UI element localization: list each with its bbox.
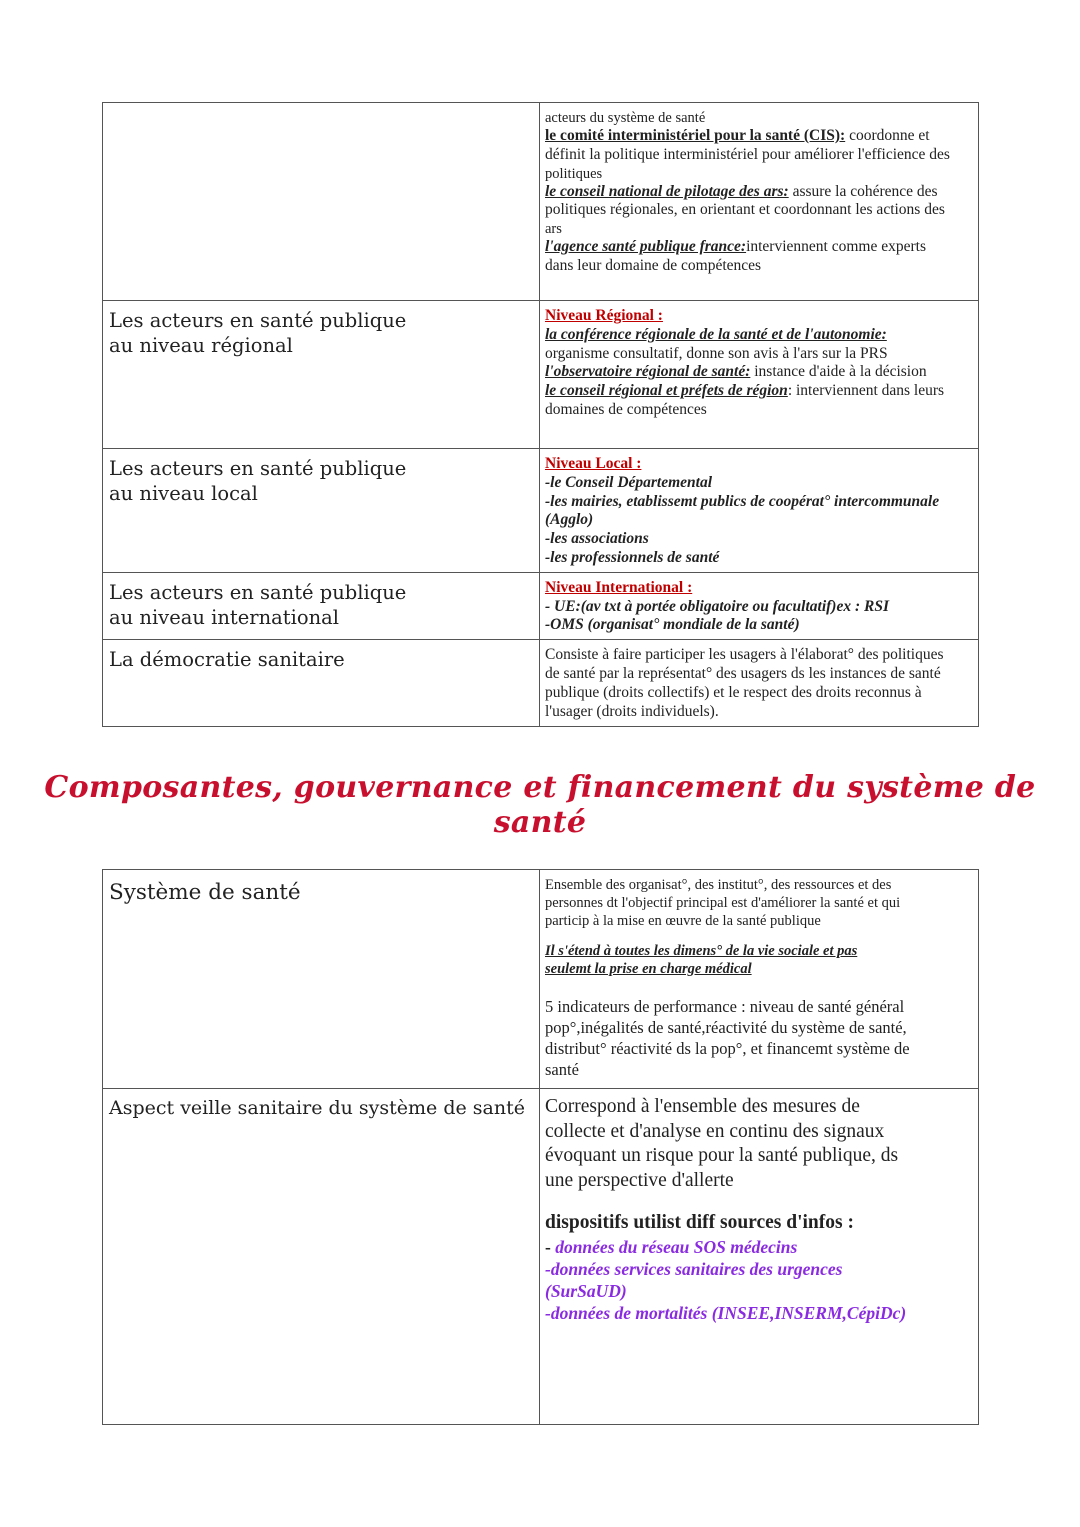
conseil-term: le conseil régional et préfets de région bbox=[545, 382, 788, 400]
cis-desc: coordonne et bbox=[845, 127, 930, 144]
row-label-local bbox=[103, 449, 540, 573]
table-row bbox=[103, 449, 979, 573]
row-label-international bbox=[103, 572, 540, 639]
row-label-systeme: Système de santé bbox=[103, 870, 540, 1089]
label-line: Les acteurs en santé publique bbox=[109, 457, 407, 480]
veille-cell bbox=[540, 1089, 979, 1425]
label-line: au niveau local bbox=[109, 482, 258, 505]
row-label-democratie bbox=[103, 640, 540, 727]
dash: - bbox=[545, 1236, 556, 1257]
label-line: Les acteurs en santé publique bbox=[109, 309, 407, 332]
ors-desc: instance d'aide à la décision bbox=[750, 363, 927, 381]
text-line: -OMS (organisat° mondiale de la santé) bbox=[545, 616, 800, 634]
cis-term: le comité interministériel pour la santé (CIS): bbox=[545, 127, 846, 144]
text-line: seulemt la prise en charge médical bbox=[545, 961, 752, 977]
text-line: organisme consultatif, donne son avis à l'ars sur la PRS bbox=[545, 344, 888, 362]
label-line: au niveau international bbox=[109, 605, 340, 629]
table-row bbox=[103, 301, 979, 449]
text-line: santé bbox=[545, 1060, 579, 1079]
text-line: (Agglo) bbox=[545, 511, 594, 529]
text-line: Il s'étend à toutes les dimens° de la vie sociale et pas bbox=[545, 943, 858, 959]
section-heading: Niveau Local : bbox=[545, 455, 642, 472]
table-row bbox=[103, 103, 979, 301]
text-line: publique (droits collectifs) et le respect des droits reconnus à bbox=[545, 683, 922, 701]
actors-table bbox=[102, 102, 979, 727]
label-line: La démocratie sanitaire bbox=[109, 648, 345, 672]
text-line: 5 indicateurs de performance : niveau de santé général bbox=[545, 997, 905, 1016]
local-actors-cell bbox=[540, 449, 979, 573]
conseil-desc: : interviennent dans leurs bbox=[787, 382, 945, 400]
text-line: Correspond à l'ensemble des mesures de bbox=[545, 1096, 860, 1117]
label-line: au niveau régional bbox=[109, 334, 293, 357]
text-line: la conférence régionale de la santé et de l'autonomie: bbox=[545, 325, 887, 343]
table-row bbox=[103, 572, 979, 639]
text-line: -les associations bbox=[545, 530, 649, 548]
section-heading: Niveau Régional : bbox=[545, 307, 663, 324]
source-item: (SurSaUD) bbox=[545, 1280, 627, 1301]
row-label-empty bbox=[103, 103, 540, 301]
row-label-veille: Aspect veille sanitaire du système de santé bbox=[103, 1089, 540, 1425]
section-heading: Niveau International : bbox=[545, 578, 693, 596]
text-line: -le Conseil Départemental bbox=[545, 473, 713, 491]
regional-actors-cell bbox=[540, 301, 979, 449]
dispositifs-heading: dispositifs utilist diff sources d'infos : bbox=[545, 1212, 854, 1233]
text-line: domaines de compétences bbox=[545, 400, 707, 418]
section-title: Composantes, gouvernance et financement du système de santé bbox=[44, 770, 1036, 840]
table-row bbox=[103, 1089, 979, 1425]
table-row bbox=[103, 640, 979, 727]
text-line: Ensemble des organisat°, des institut°, des ressources et des bbox=[545, 877, 892, 893]
text-line: particip à la mise en œuvre de la santé publique bbox=[545, 913, 821, 929]
pilotage-term: le conseil national de pilotage des ars: bbox=[545, 182, 789, 200]
systeme-cell bbox=[540, 870, 979, 1089]
text-line: l'usager (droits individuels). bbox=[545, 702, 719, 720]
text-line: politiques régionales, en orientant et coordonnant les actions des bbox=[545, 201, 945, 219]
row-label-regional bbox=[103, 301, 540, 449]
national-actors-cell bbox=[540, 103, 979, 301]
table-row bbox=[103, 870, 979, 1089]
system-table bbox=[102, 869, 979, 1425]
label-line: Les acteurs en santé publique bbox=[109, 580, 407, 604]
text-line: - UE:(av txt à portée obligatoire ou facultatif)ex : RSI bbox=[545, 597, 889, 615]
source-item: -données de mortalités (INSEE,INSERM,CépiDc) bbox=[545, 1302, 907, 1323]
pilotage-desc: assure la cohérence des bbox=[788, 182, 938, 200]
text-line: distribut° réactivité ds la pop°, et financemt système de bbox=[545, 1039, 910, 1058]
spf-term: l'agence santé publique france: bbox=[545, 238, 747, 256]
ors-term: l'observatoire régional de santé: bbox=[545, 363, 751, 381]
text-line: politiques bbox=[545, 165, 603, 182]
text-line: collecte et d'analyse en continu des signaux bbox=[545, 1120, 885, 1142]
spf-desc: interviennent comme experts bbox=[746, 238, 926, 256]
text-line: évoquant un risque pour la santé publique, ds bbox=[545, 1145, 899, 1166]
democratie-cell bbox=[540, 640, 979, 727]
text-line: Consiste à faire participer les usagers à l'élaborat° des politiques bbox=[545, 646, 944, 664]
text-line: -les professionnels de santé bbox=[545, 548, 720, 566]
source-item: données du réseau SOS médecins bbox=[555, 1236, 798, 1257]
text-line: pop°,inégalités de santé,réactivité du système de santé, bbox=[545, 1018, 907, 1037]
text-line: une perspective d'allerte bbox=[545, 1169, 734, 1191]
international-actors-cell bbox=[540, 572, 979, 639]
text-line: de santé par la représentat° des usagers ds les instances de santé bbox=[545, 664, 941, 682]
text-line: acteurs du système de santé bbox=[545, 110, 706, 126]
source-item: -données services sanitaires des urgences bbox=[545, 1258, 843, 1279]
text-line: ars bbox=[545, 221, 562, 238]
text-line: -les mairies, etablissemt publics de coopérat° intercommunale bbox=[545, 492, 940, 510]
text-line: dans leur domaine de compétences bbox=[545, 256, 762, 274]
text-line: définit la politique interministériel pour améliorer l'efficience des bbox=[545, 145, 950, 163]
text-line: personnes dt l'objectif principal est d'améliorer la santé et qui bbox=[545, 895, 901, 911]
